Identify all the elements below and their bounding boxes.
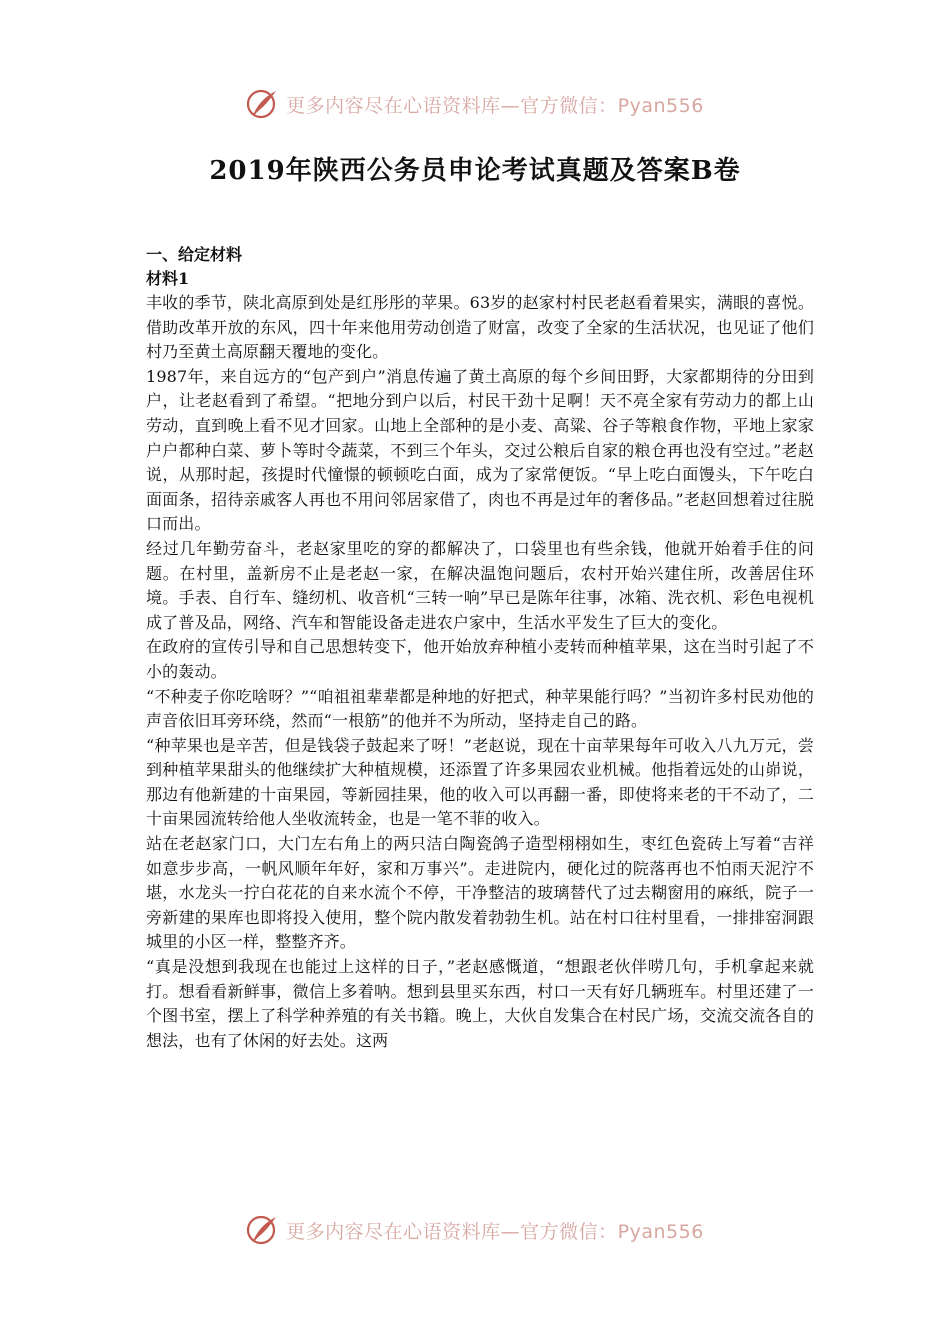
document-title: 2019年陕西公务员申论考试真题及答案B卷 (209, 156, 741, 186)
paragraph: 1987年，来自远方的“包产到户”消息传遍了黄土高原的每个乡间田野，大家都期待的分田到户，让老赵看到了希望。“把地分到户以后，村民干劲十足啊！天不亮全家有劳动力的都上山劳动，直到晚上看不见才回家。山地上全部种的是小麦、高粱、谷子等粮食作物，平地上家家户户都种白菜、萝卜等时令蔬菜，不到三个年头，交过公粮后自家的粮仓再也没有空过。”老赵说，从那时起，孩提时代憧憬的顿顿吃白面，成为了家常便饭。“早上吃白面馒头，下午吃白面面条，招待亲戚客人再也不用问邻居家借了，肉也不再是过年的奢侈品。”老赵回想着过往脱口而出。 (146, 366, 814, 534)
watermark-text: 更多内容尽在心语资料库—官方微信：Pyan556 (286, 1220, 704, 1243)
paragraph: 经过几年勤劳奋斗，老赵家里吃的穿的都解决了，口袋里也有些余钱，他就开始着手住的问题。在村里，盖新房不止是老赵一家，在解决温饱问题后，农村开始兴建住所，改善居住环境。手表、自行车、缝纫机、收音机“三转一响”早已是陈年往事，冰箱、洗衣机、彩色电视机成了普及品，网络、汽车和智能设备走进农户家中，生活水平发生了巨大的变化。 (146, 538, 814, 632)
paragraph: “真是没想到我现在也能过上这样的日子，”老赵感慨道，“想跟老伙伴唠几句，手机拿起来就打。想看看新鲜事，微信上多着呐。想到县里买东西，村口一天有好几辆班车。村里还建了一个图书室，摆上了科学种养殖的有关书籍。晚上，大伙自发集合在村民广场，交流交流各自的想法，也有了休闲的好去处。这两 (146, 957, 814, 1050)
quill-logo-icon (246, 1213, 280, 1247)
paragraph: “不种麦子你吃啥呀？”“咱祖祖辈辈都是种地的好把式，种苹果能行吗？”当初许多村民劝他的声音依旧耳旁环绕，然而“一根筋”的他并不为所动，坚持走自己的路。 (146, 686, 814, 731)
paragraph: 在政府的宣传引导和自己思想转变下，他开始放弃种植小麦转而种植苹果，这在当时引起了不小的轰动。 (146, 637, 814, 681)
footer-watermark (0, 1208, 950, 1252)
paragraph: 丰收的季节，陕北高原到处是红彤彤的苹果。63岁的赵家村村民老赵看着果实，满眼的喜悦。借助改革开放的东风，四十年来他用劳动创造了财富，改变了全家的生活状况，也见证了他们村乃至黄土高原翻天覆地的变化。 (146, 293, 814, 362)
header-watermark (0, 82, 950, 126)
paragraph: “种苹果也是辛苦，但是钱袋子鼓起来了呀！”老赵说，现在十亩苹果每年可收入八九万元，尝到种植苹果甜头的他继续扩大种植规模，还添置了许多果园农业机械。他指着远处的山峁说，那边有他新建的十亩果园，等新园挂果，他的收入可以再翻一番，即使将来老的干不动了，二十亩果园流转给他人坐收流转金，也是一笔不菲的收入。 (146, 735, 814, 829)
document-body (146, 242, 814, 1053)
watermark-text: 更多内容尽在心语资料库—官方微信：Pyan556 (286, 94, 704, 117)
section-heading: 一、给定材料 (146, 245, 243, 264)
paragraph: 站在老赵家门口，大门左右角上的两只洁白陶瓷鸽子造型栩栩如生，枣红色瓷砖上写着“吉祥如意步步高，一帆风顺年年好，家和万事兴”。走进院内，硬化过的院落再也不怕雨天泥泞不堪，水龙头一拧白花花的自来水流个不停，干净整洁的玻璃替代了过去糊窗用的麻纸，院子一旁新建的果库也即将投入使用，整个院内散发着勃勃生机。站在村口往村里看，一排排窑洞跟城里的小区一样，整整齐齐。 (146, 834, 814, 952)
material-heading: 材料1 (146, 269, 190, 288)
quill-logo-icon (246, 87, 280, 121)
